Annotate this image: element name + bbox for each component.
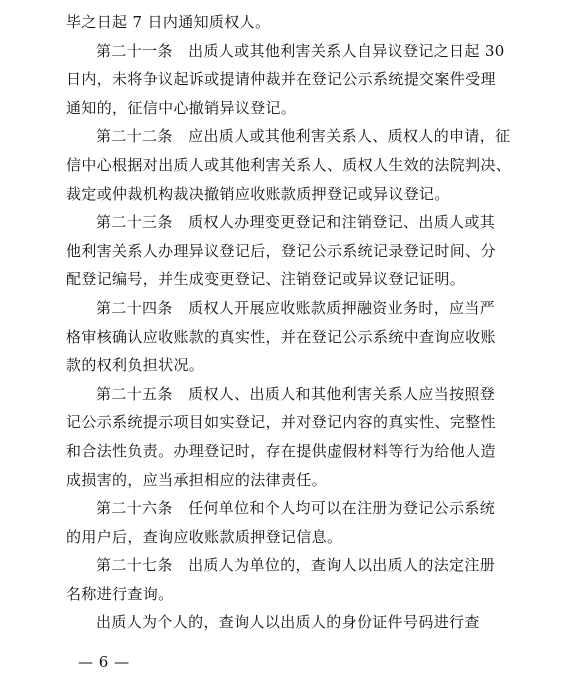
text-line: 毕之日起 7 日内通知质权人。 [66,13,271,31]
text-line: 成损害的，应当承担相应的法律责任。 [66,470,327,489]
text-line: 第二十七条 出质人为单位的，查询人以出质人的法定注册 [96,556,496,575]
text-line: 裁定或仲裁机构裁决撤销应收账款质押登记或异议登记。 [66,184,450,203]
text-line: 日内，未将争议起诉或提请仲裁并在登记公示系统提交案件受理 [66,70,496,89]
document-body [66,8,526,637]
text-line: 第二十一条 出质人或其他利害关系人自异议登记之日起 30 [96,41,505,60]
text-line: 记公示系统提示项目如实登记，并对登记内容的真实性、完整性 [66,413,496,432]
page-number: — 6 — [78,653,130,671]
text-line: 第二十二条 应出质人或其他利害关系人、质权人的申请，征 [96,127,511,146]
text-line: 第二十六条 任何单位和个人均可以在注册为登记公示系统 [96,499,496,518]
text-line: 和合法性负责。办理登记时，存在提供虚假材料等行为给他人造 [66,441,496,460]
text-line: 款的权利负担状况。 [66,356,205,375]
text-line: 第二十三条 质权人办理变更登记和注销登记、出质人或其 [96,213,496,232]
text-line: 配登记编号，并生成变更登记、注销登记或异议登记证明。 [66,270,466,289]
text-line: 的用户后，查询应收账款质押登记信息。 [66,527,343,546]
text-line: 信中心根据对出质人或其他利害关系人、质权人生效的法院判决、 [66,155,512,174]
text-line: 出质人为个人的，查询人以出质人的身份证件号码进行查 [96,613,480,632]
text-line: 格审核确认应收账款的真实性，并在登记公示系统中查询应收账 [66,327,496,346]
text-line: 名称进行查询。 [66,584,174,603]
text-line: 第二十五条 质权人、出质人和其他利害关系人应当按照登 [96,384,496,403]
text-line: 他利害关系人办理异议登记后，登记公示系统记录登记时间、分 [66,241,496,260]
text-line: 第二十四条 质权人开展应收账款质押融资业务时，应当严 [96,298,496,317]
text-line: 通知的，征信中心撤销异议登记。 [66,98,297,117]
